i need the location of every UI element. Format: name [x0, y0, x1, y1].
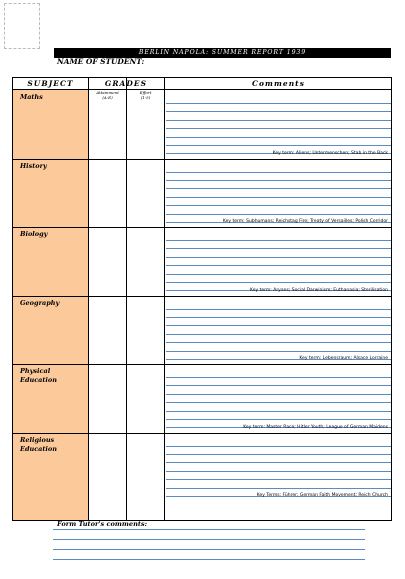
comment-line[interactable]	[166, 257, 391, 258]
comment-line[interactable]	[166, 111, 391, 112]
row-divider	[13, 296, 391, 297]
subject-name: Religious Education	[20, 435, 57, 453]
attainment-cell[interactable]	[89, 297, 125, 364]
effort-label: Effort	[139, 90, 152, 95]
comment-line[interactable]	[166, 419, 391, 420]
row-divider	[13, 364, 391, 365]
row-divider	[13, 227, 391, 228]
effort-cell[interactable]	[127, 91, 163, 158]
tutor-comment-line[interactable]	[53, 549, 365, 550]
attainment-scale: (A-E)	[102, 95, 113, 100]
comment-line[interactable]	[166, 172, 391, 173]
tutor-comment-line[interactable]	[53, 529, 365, 530]
comment-line[interactable]	[166, 274, 391, 275]
form-tutor-comments-label: Form Tutor's comments:	[57, 520, 148, 528]
comments-header: Comments	[252, 79, 305, 88]
comment-line[interactable]	[166, 454, 391, 455]
effort-cell[interactable]	[127, 297, 163, 364]
key-terms: Key term: Aliens; Untermenschen; Stab in the Back	[272, 150, 388, 156]
comment-line[interactable]	[166, 120, 391, 121]
subject-name: Physical Education	[20, 367, 57, 384]
comment-line[interactable]	[166, 342, 391, 343]
emblem-placeholder	[4, 3, 40, 49]
grades-header: GRADES	[104, 79, 148, 88]
subject-name: History	[20, 161, 47, 170]
report-title: BERLIN NAPOLA: SUMMER REPORT 1939	[54, 48, 391, 58]
comment-line[interactable]	[166, 471, 391, 472]
comment-line[interactable]	[166, 240, 391, 241]
report-table	[12, 77, 392, 521]
attainment-cell[interactable]	[89, 160, 125, 227]
subject-name: Maths	[20, 93, 43, 101]
comment-line[interactable]	[166, 214, 391, 215]
comment-line[interactable]	[166, 188, 391, 189]
effort-scale: (1-5)	[140, 95, 151, 100]
key-terms: Key term: Lebensraum; Alsace Lorraine	[299, 356, 388, 361]
comment-line[interactable]	[166, 479, 391, 480]
comment-line[interactable]	[166, 282, 391, 283]
attainment-cell[interactable]	[89, 365, 125, 432]
effort-cell[interactable]	[127, 365, 163, 432]
tutor-comment-line[interactable]	[53, 559, 365, 560]
header-divider	[13, 89, 391, 90]
key-terms: Key term: Subhumans; Reichstag Fire; Treaty of Versailles; Polish Corridor	[222, 219, 388, 224]
subject-name: Geography	[20, 298, 60, 307]
comment-line[interactable]	[166, 402, 391, 403]
effort-cell[interactable]	[127, 434, 163, 501]
key-terms: Key Terms: Führer; German Faith Movement; Reich Church	[256, 493, 388, 498]
comment-line[interactable]	[166, 394, 391, 395]
comment-line[interactable]	[166, 197, 391, 198]
row-divider	[13, 159, 391, 160]
comment-line[interactable]	[166, 205, 391, 206]
comment-line[interactable]	[166, 488, 391, 489]
comment-line[interactable]	[166, 446, 391, 447]
student-name-label: NAME OF STUDENT:	[57, 57, 145, 66]
comment-line[interactable]	[166, 128, 391, 129]
key-terms: Key term: Aryans; Social Darwinism; Euthanasia; Sterilisation	[250, 287, 388, 293]
effort-cell[interactable]	[127, 160, 163, 227]
comment-line[interactable]	[166, 145, 391, 146]
comment-line[interactable]	[166, 462, 391, 463]
comment-line[interactable]	[166, 385, 391, 386]
comment-line[interactable]	[166, 325, 391, 326]
comment-line[interactable]	[166, 351, 391, 352]
effort-cell[interactable]	[127, 228, 163, 295]
comment-line[interactable]	[166, 309, 391, 310]
attainment-label: Attainment	[96, 90, 119, 95]
comment-line[interactable]	[166, 317, 391, 318]
comment-line[interactable]	[166, 180, 391, 181]
comment-line[interactable]	[166, 377, 391, 378]
attainment-cell[interactable]	[89, 91, 125, 158]
comment-line[interactable]	[166, 411, 391, 412]
column-divider	[164, 78, 165, 520]
comment-line[interactable]	[166, 248, 391, 249]
attainment-cell[interactable]	[89, 228, 125, 295]
row-divider	[13, 433, 391, 434]
subject-name: Biology	[20, 230, 48, 238]
attainment-cell[interactable]	[89, 434, 125, 501]
comment-line[interactable]	[166, 265, 391, 266]
comment-line[interactable]	[166, 103, 391, 104]
tutor-comment-line[interactable]	[53, 539, 365, 540]
key-terms: Key term: Master Race; Hitler Youth; League of German Maidens	[243, 424, 388, 430]
comment-line[interactable]	[166, 137, 391, 138]
comment-line[interactable]	[166, 334, 391, 335]
subject-header: SUBJECT	[27, 79, 74, 88]
